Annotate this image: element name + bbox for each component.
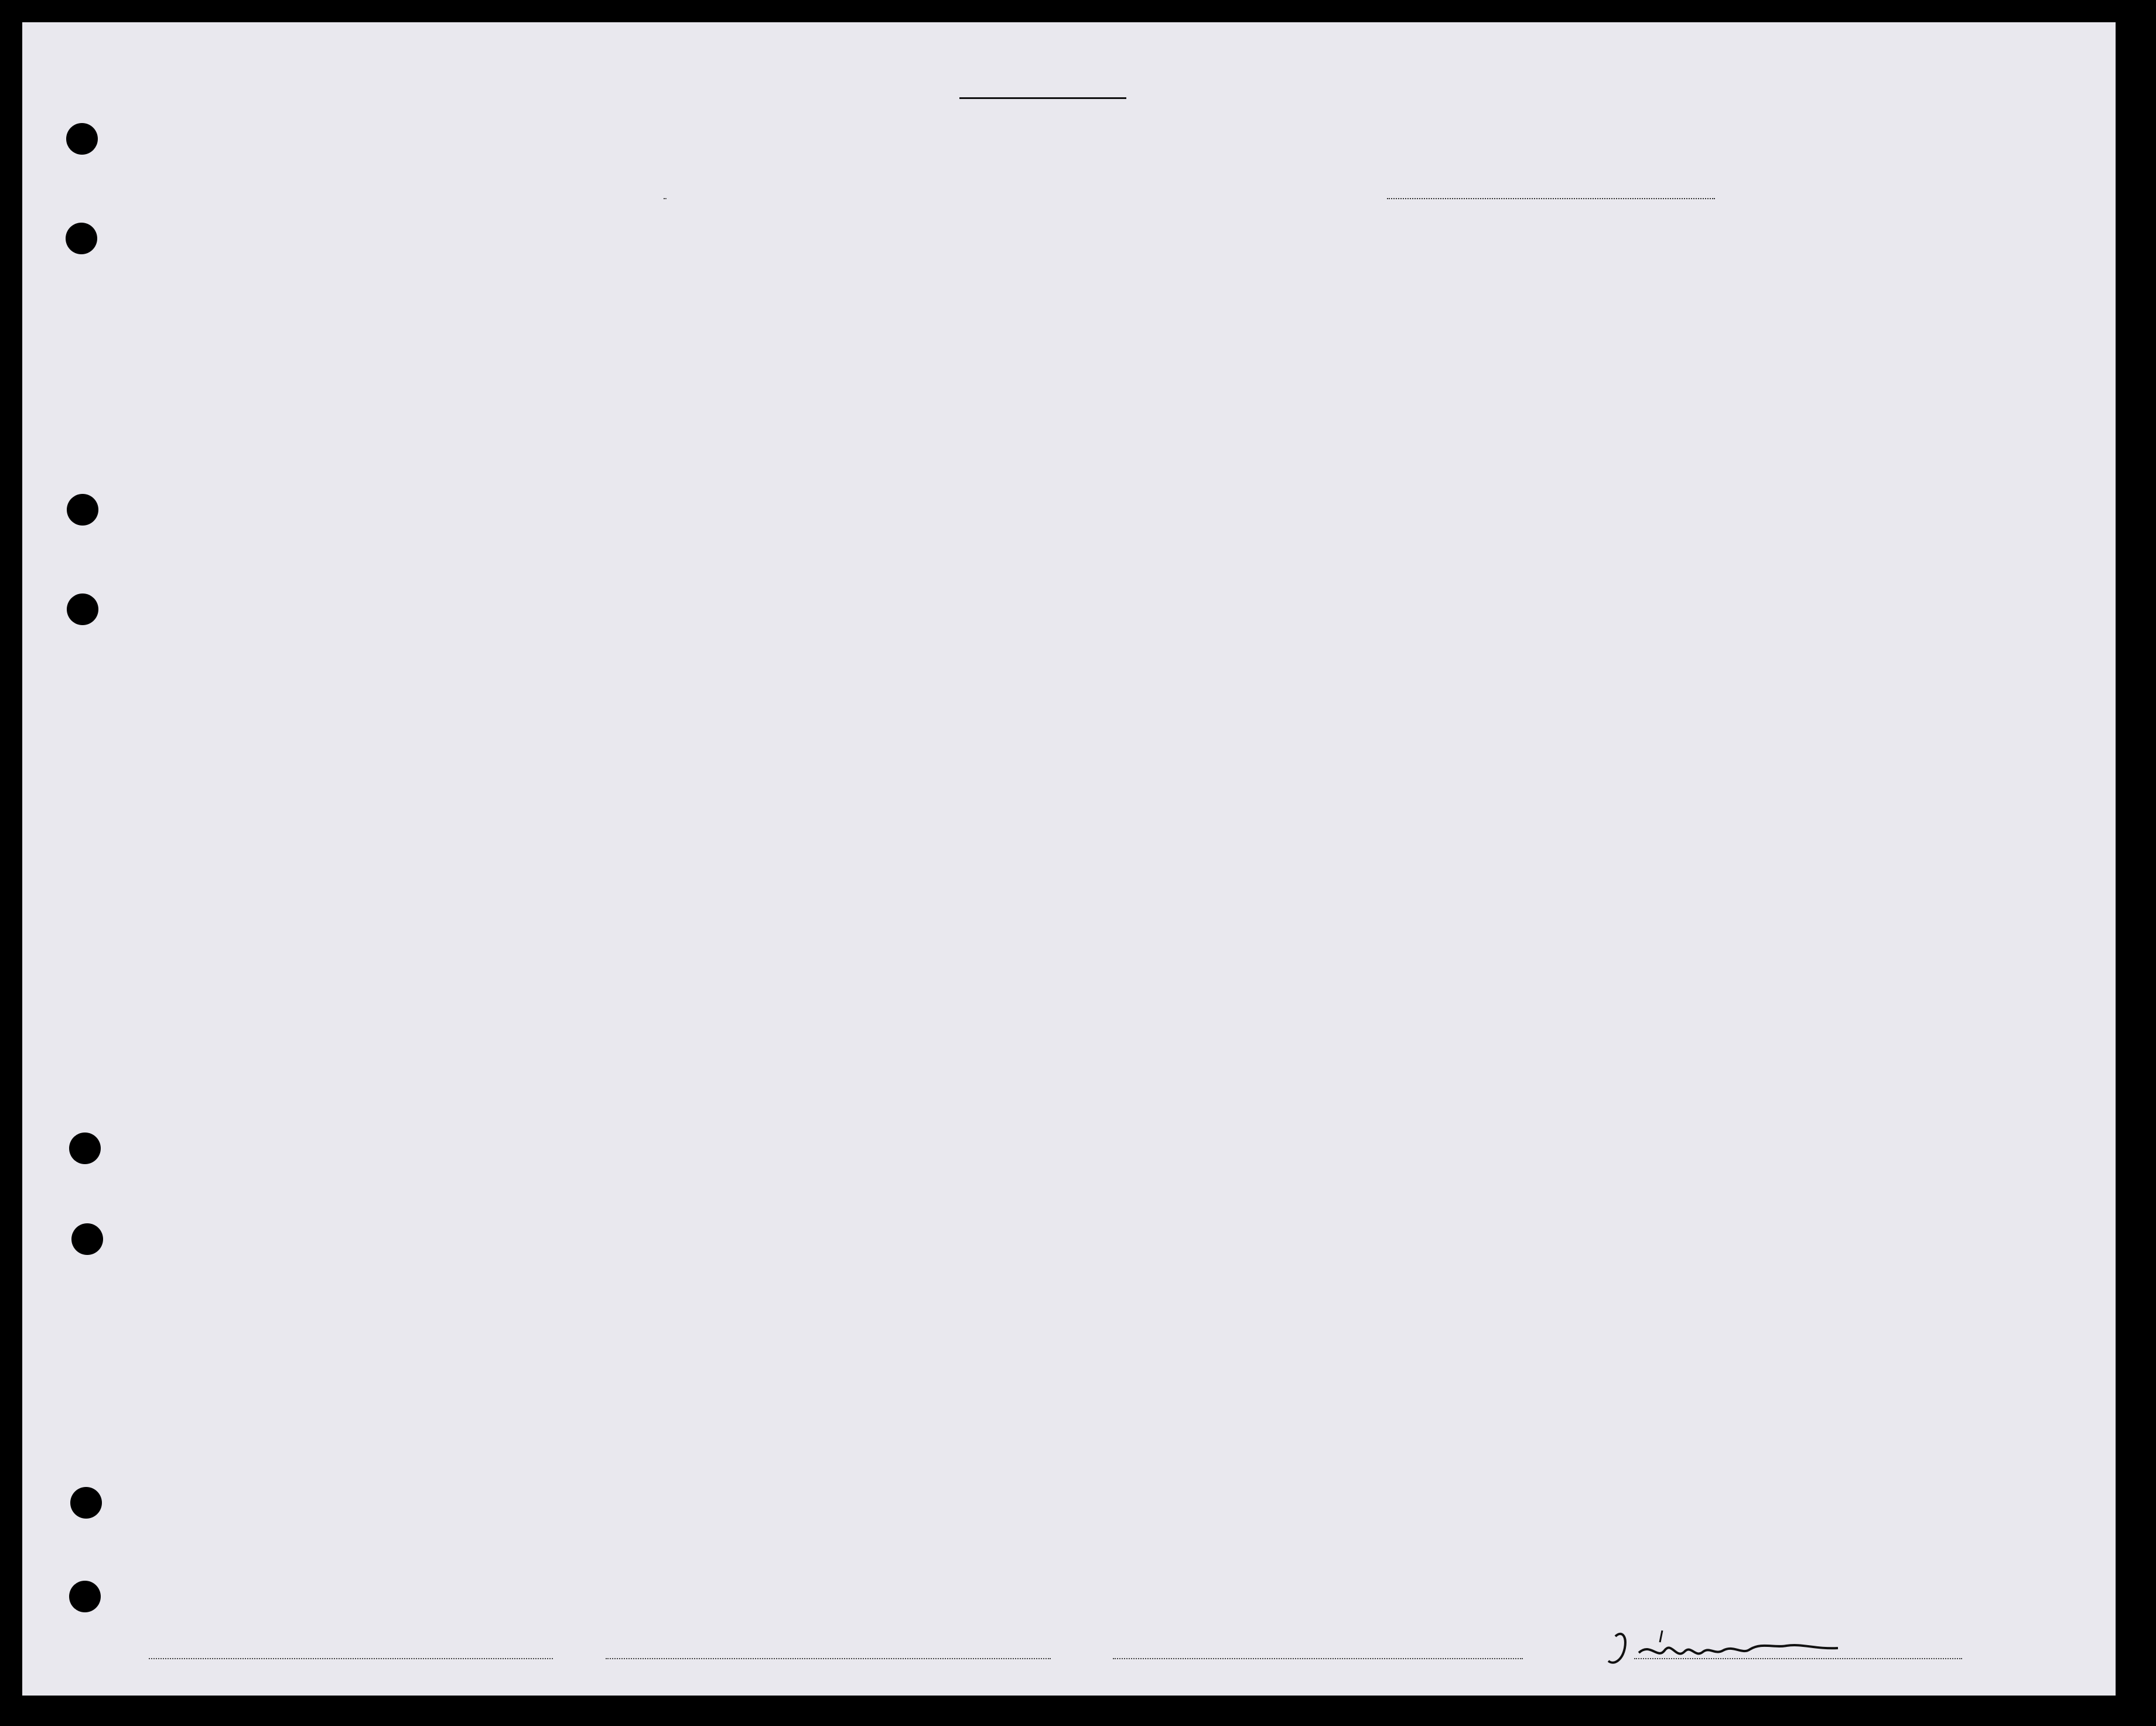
manifest-table-grid xyxy=(22,22,2116,1696)
manifest-sheet xyxy=(22,22,2116,1696)
officer-signature xyxy=(1604,1625,1850,1677)
